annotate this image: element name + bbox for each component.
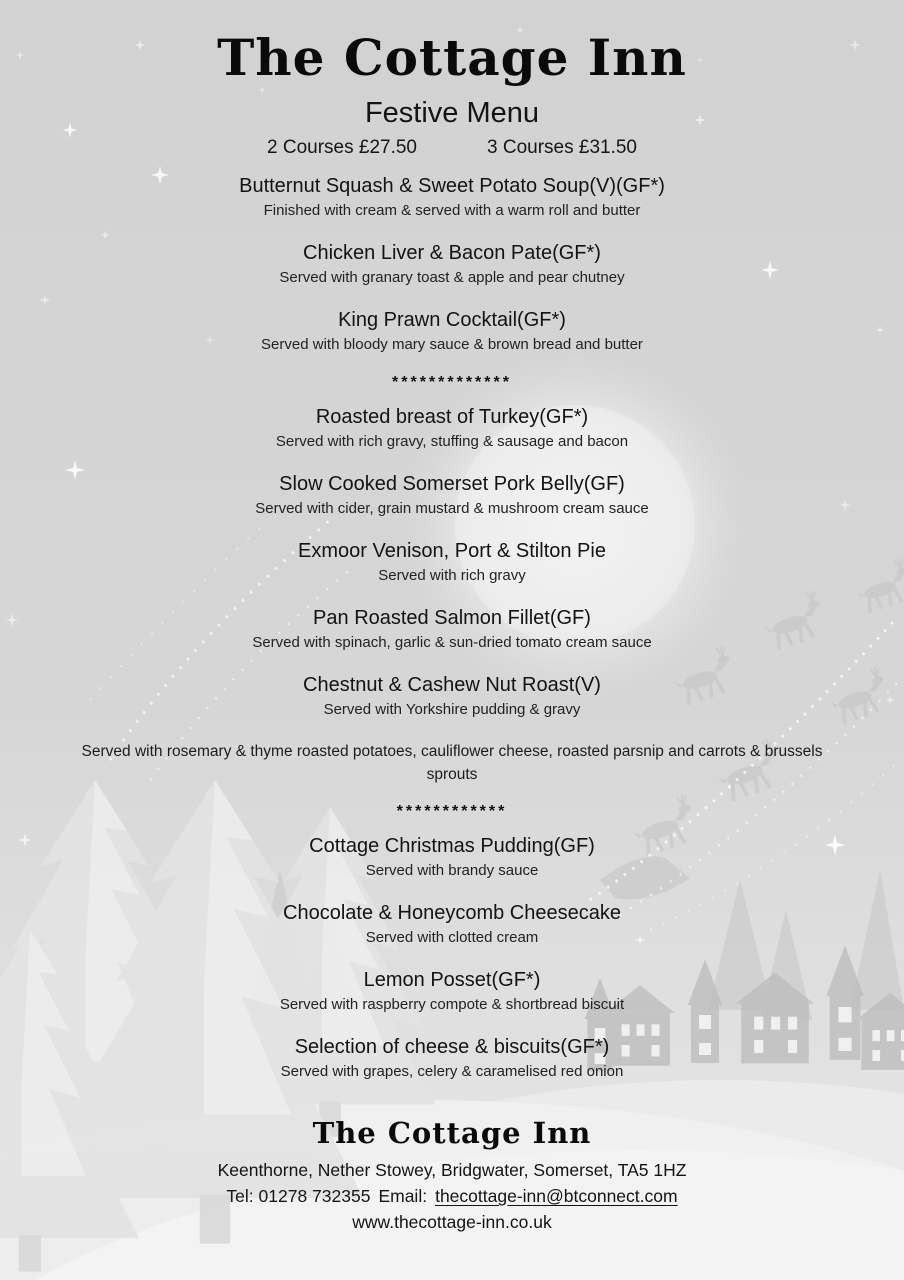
footer [0, 1115, 904, 1235]
item-description: Served with raspberry compote & shortbread biscuit [279, 996, 625, 1013]
footer-contact-line [0, 1183, 904, 1209]
price-three-courses: 3 Courses £31.50 [487, 137, 637, 158]
item-description: Served with rich gravy, stuffing & sausage and bacon [275, 433, 629, 450]
restaurant-name: The Cottage Inn [217, 28, 687, 87]
menu-item-pork-belly [0, 472, 904, 518]
item-name: Exmoor Venison, Port & Stilton Pie [298, 540, 606, 562]
item-description: Served with cider, grain mustard & mushroom cream sauce [255, 500, 649, 517]
footer-email-label: Email: [378, 1186, 428, 1206]
item-description: Served with brandy sauce [365, 862, 539, 879]
price-two-courses: 2 Courses £27.50 [267, 137, 417, 158]
item-name: Chestnut & Cashew Nut Roast(V) [303, 674, 601, 696]
item-description: Finished with cream & served with a warm roll and butter [263, 202, 641, 219]
item-description: Served with grapes, celery & caramelised red onion [280, 1063, 624, 1080]
footer-email-link[interactable]: thecottage-inn@btconnect.com [435, 1186, 678, 1206]
item-name: Selection of cheese & biscuits(GF*) [294, 1036, 610, 1058]
menu-item-lemon-posset [0, 968, 904, 1014]
menu-item-soup [0, 174, 904, 220]
item-description: Served with bloody mary sauce & brown bread and butter [261, 336, 643, 353]
item-name: Chocolate & Honeycomb Cheesecake [283, 902, 621, 924]
footer-restaurant-name: The Cottage Inn [312, 1116, 592, 1150]
menu-title: Festive Menu [364, 97, 540, 129]
course-separator: ************* [392, 374, 512, 391]
course-separator: ************ [396, 803, 508, 820]
item-description: Served with rich gravy [378, 567, 526, 584]
menu-item-prawn-cocktail [0, 308, 904, 354]
item-name: Slow Cooked Somerset Pork Belly(GF) [279, 473, 625, 495]
footer-telephone: Tel: 01278 732355 [226, 1186, 371, 1206]
menu-item-cheese-board [0, 1035, 904, 1081]
item-description: Served with granary toast & apple and pear chutney [279, 269, 625, 286]
item-name: Pan Roasted Salmon Fillet(GF) [313, 607, 591, 629]
item-description: Served with Yorkshire pudding & gravy [323, 701, 581, 718]
item-description: Served with clotted cream [365, 929, 539, 946]
item-name: Chicken Liver & Bacon Pate(GF*) [303, 242, 601, 264]
menu-item-salmon [0, 606, 904, 652]
menu-item-nut-roast [0, 673, 904, 719]
footer-website: www.thecottage-inn.co.uk [352, 1212, 552, 1232]
item-name: Butternut Squash & Sweet Potato Soup(V)(GF*) [239, 175, 665, 197]
sides-note: Served with rosemary & thyme roasted potatoes, cauliflower cheese, roasted parsnip and carrots & brussels sprouts [81, 743, 823, 783]
menu-item-pate [0, 241, 904, 287]
item-name: Lemon Posset(GF*) [363, 969, 541, 991]
item-name: King Prawn Cocktail(GF*) [338, 309, 566, 331]
item-name: Roasted breast of Turkey(GF*) [315, 406, 589, 428]
footer-address: Keenthorne, Nether Stowey, Bridgwater, Somerset, TA5 1HZ [217, 1160, 687, 1180]
prices-row [0, 136, 904, 160]
item-name: Cottage Christmas Pudding(GF) [309, 835, 595, 857]
menu-item-venison-pie [0, 539, 904, 585]
menu-item-christmas-pudding [0, 834, 904, 880]
item-description: Served with spinach, garlic & sun-dried tomato cream sauce [252, 634, 652, 651]
menu-item-cheesecake [0, 901, 904, 947]
menu-item-turkey [0, 405, 904, 451]
